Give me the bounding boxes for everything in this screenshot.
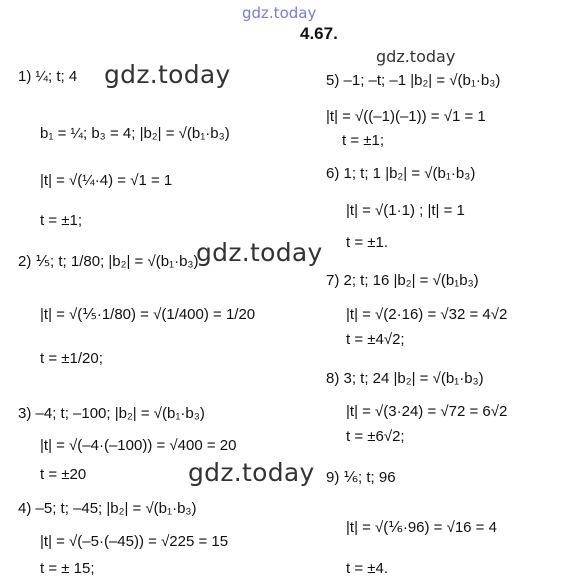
problem-2-line-2: |t| = √(⅕·1/80) = √(1/400) = 1/20	[40, 306, 256, 323]
watermark-2: gdz.today	[196, 238, 323, 267]
problem-8-line-2: |t| = √(3·24) = √72 = 6√2	[346, 403, 508, 420]
problem-9-line-3: t = ±4.	[346, 560, 389, 577]
problem-8-line-3: t = ±6√2;	[346, 428, 405, 445]
problem-6-line-1: 6) 1; t; 1 |b₂| = √(b₁·b₃)	[326, 165, 476, 182]
problem-3-line-2: |t| = √(–4·(–100)) = √400 = 20	[40, 437, 237, 454]
problem-9-line-1: 9) ⅙; t; 96	[326, 469, 396, 486]
problem-1-line-4: t = ±1;	[40, 212, 83, 229]
watermark-small: gdz.today	[376, 47, 456, 66]
problem-4-line-2: |t| = √(–5·(–45)) = √225 = 15	[40, 533, 229, 550]
watermark-top: gdz.today	[242, 4, 317, 22]
problem-6-line-2: |t| = √(1·1) ; |t| = 1	[346, 202, 465, 219]
problem-4-line-1: 4) –5; t; –45; |b₂| = √(b₁·b₃)	[18, 500, 197, 517]
problem-7-line-3: t = ±4√2;	[346, 331, 405, 348]
problem-2-line-1: 2) ⅕; t; 1/80; |b₂| = √(b₁·b₃)	[18, 253, 199, 270]
exercise-title: 4.67.	[300, 24, 338, 43]
problem-9-line-2: |t| = √(⅙·96) = √16 = 4	[346, 519, 497, 536]
problem-7-line-1: 7) 2; t; 16 |b₂| = √(b₁b₃)	[326, 272, 479, 289]
problem-7-line-2: |t| = √(2·16) = √32 = 4√2	[346, 306, 508, 323]
watermark-3: gdz.today	[188, 458, 315, 487]
problem-4-line-3: t = ± 15;	[40, 560, 95, 577]
problem-1-line-3: |t| = √(¼·4) = √1 = 1	[40, 172, 173, 189]
problem-6-line-3: t = ±1.	[346, 234, 389, 251]
problem-5-line-3: t = ±1;	[342, 132, 385, 149]
problem-1-line-2: b₁ = ¼; b₃ = 4; |b₂| = √(b₁·b₃)	[40, 125, 230, 142]
problem-3-line-3: t = ±20	[40, 466, 87, 483]
problem-2-line-3: t = ±1/20;	[40, 350, 103, 367]
problem-1-line-1: 1) ¼; t; 4	[18, 68, 78, 85]
watermark-1: gdz.today	[104, 60, 231, 89]
problem-5-line-2: |t| = √((–1)(–1)) = √1 = 1	[326, 108, 486, 125]
problem-3-line-1: 3) –4; t; –100; |b₂| = √(b₁·b₃)	[18, 405, 205, 422]
problem-5-line-1: 5) –1; –t; –1 |b₂| = √(b₁·b₃)	[326, 72, 501, 89]
problem-8-line-1: 8) 3; t; 24 |b₂| = √(b₁·b₃)	[326, 370, 484, 387]
